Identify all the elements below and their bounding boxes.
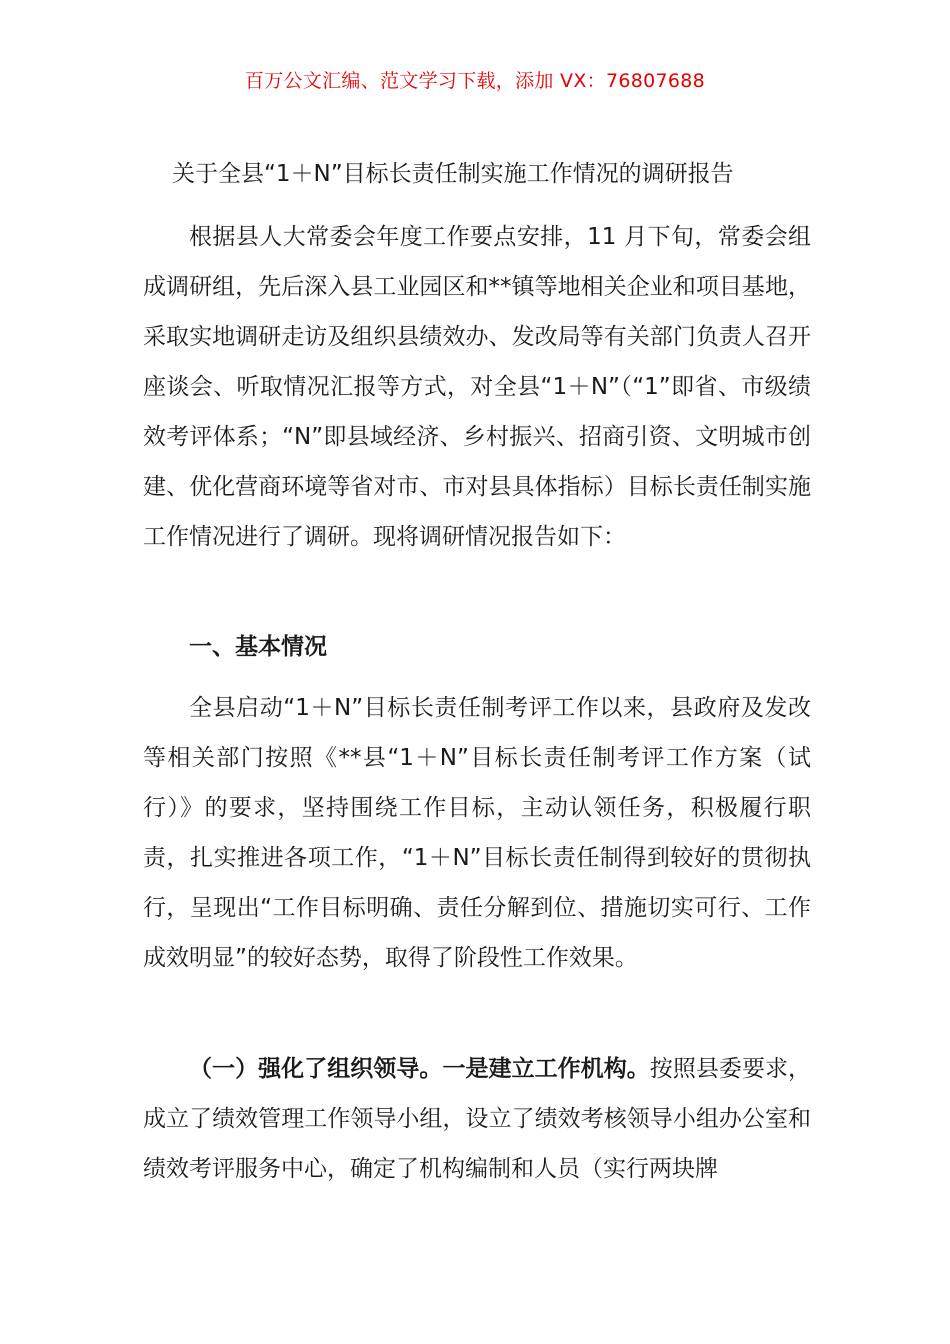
section-heading-basic-situation: 一、基本情况	[189, 634, 327, 660]
intro-paragraph: 根据县人大常委会年度工作要点安排，11 月下旬，常委会组成调研组，先后深入县工业园区和**镇等地相关企业和项目基地，采取实地调研走访及组织县绩效办、发改局等有关部门负责人召开座谈会、听取情况汇报等方式，对全县“1＋N”（“1”即省、市级绩效考评体系；“N”即县域经济、乡村振兴、招商引资、文明城市创建、优化营商环境等省对市、市对县具体指标）目标长责任制实施工作情况进行了调研。现将调研情况报告如下：	[143, 224, 811, 550]
subsection-heading-organization: （一）强化了组织领导。	[189, 1056, 443, 1082]
basic-situation-paragraph: 全县启动“1＋N”目标长责任制考评工作以来，县政府及发改等相关部门按照《**县“1＋N”目标长责任制考评工作方案（试行）》的要求，坚持围绕工作目标，主动认领任务，积极履行职责，扎实推进各项工作，“1＋N”目标长责任制得到较好的贯彻执行，呈现出“工作目标明确、责任分解到位、措施切实可行、工作成效明显”的较好态势，取得了阶段性工作效果。	[143, 695, 811, 971]
organization-paragraph	[143, 1044, 811, 1194]
organization-paragraph-text: 按照县委要求，成立了绩效管理工作领导小组，设立了绩效考核领导小组办公室和绩效考评服务中心，确定了机构编制和人员（实行两块牌	[143, 1056, 812, 1182]
intro-paragraph-block	[143, 212, 811, 562]
basic-situation-paragraph-block	[143, 683, 811, 983]
promo-banner: 百万公文汇编、范文学习下载，添加 VX：76807688	[244, 70, 706, 92]
point-heading-institution: 一是建立工作机构。	[442, 1056, 650, 1082]
organization-paragraph-block	[143, 1044, 811, 1194]
document-title: 关于全县“1＋N”目标长责任制实施工作情况的调研报告	[172, 161, 734, 187]
section-heading-block	[143, 622, 811, 672]
